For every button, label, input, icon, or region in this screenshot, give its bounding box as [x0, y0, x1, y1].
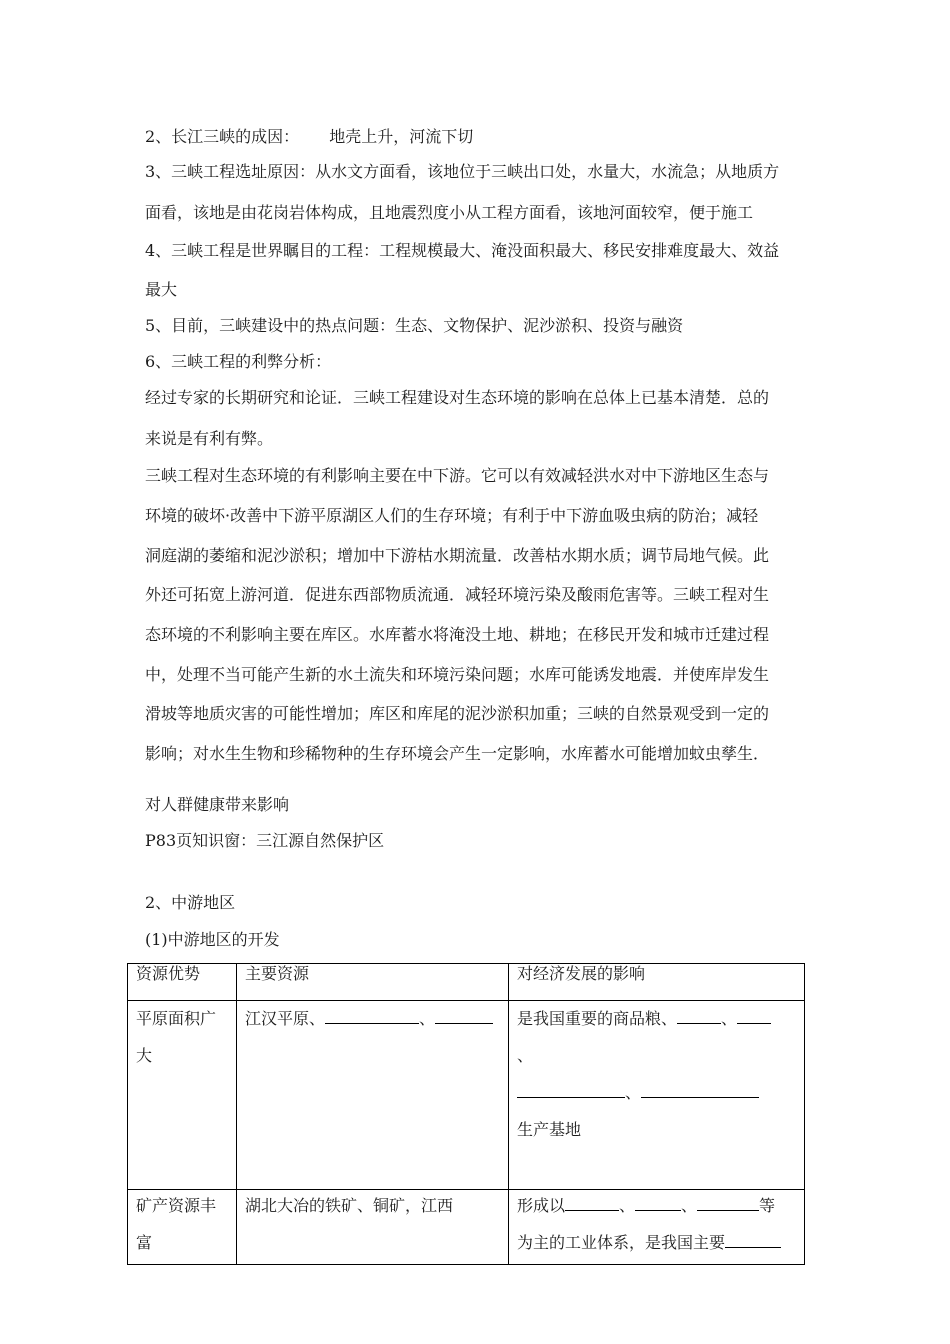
table-cell: [128, 1001, 237, 1190]
table-cell: [237, 1190, 509, 1265]
fill-blank[interactable]: [641, 1083, 759, 1098]
text-line: 来说是有利有弊。: [145, 429, 274, 448]
text-line: 经过专家的长期研究和论证．三峡工程建设对生态环境的影响在总体上已基本清楚．总的: [145, 388, 770, 407]
fill-blank[interactable]: [725, 1233, 781, 1248]
fill-blank[interactable]: [325, 1009, 419, 1024]
resource-table: [127, 963, 805, 1265]
separator-text: 、: [625, 1083, 642, 1102]
fill-blank[interactable]: [635, 1196, 681, 1211]
formation-value: 地壳上升，河流下切: [329, 127, 474, 146]
table-cell: [509, 1001, 805, 1190]
text-line: 4、三峡工程是世界瞩目的工程：工程规模最大、淹没面积最大、移民安排难度最大、效益: [145, 241, 780, 260]
formation-label: 2、长江三峡的成因：: [145, 127, 300, 146]
table-cell: [509, 1190, 805, 1265]
text-line: 最大: [145, 280, 178, 299]
table-header-cell: 资源优势: [128, 964, 237, 1001]
text-line: 3、三峡工程选址原因：从水文方面看，该地位于三峡出口处，水量大，水流急；从地质方: [145, 162, 780, 181]
text-line-formation: [145, 127, 473, 147]
text-line: 中，处理不当可能产生新的水土流失和环境污染问题；水库可能诱发地震．并使库岸发生: [145, 665, 770, 684]
impact-line: [517, 1009, 796, 1029]
fill-blank[interactable]: [737, 1009, 771, 1024]
text-line: 滑坡等地质灾害的可能性增加；库区和库尾的泥沙淤积加重；三峡的自然景观受到一定的: [145, 704, 770, 723]
table-header-row: [128, 964, 805, 1001]
text-line: 面看，该地是由花岗岩体构成，且地震烈度小从工程方面看，该地河面较窄，便于施工: [145, 203, 754, 222]
fill-blank[interactable]: [435, 1009, 493, 1024]
separator-text: 、: [681, 1196, 698, 1215]
impact-line: [517, 1233, 796, 1253]
separator-text: 、: [619, 1196, 636, 1215]
advantage-text: 平原面积广: [136, 1009, 217, 1028]
separator-text: 、: [419, 1009, 436, 1028]
resources-text: 湖北大冶的铁矿、铜矿，江西: [245, 1196, 454, 1215]
table-cell: [237, 1001, 509, 1190]
resources-line: [245, 1009, 500, 1029]
resources-text: 江汉平原、: [245, 1009, 326, 1028]
table-cell: [128, 1190, 237, 1265]
fill-blank[interactable]: [677, 1009, 721, 1024]
text-line: 对人群健康带来影响: [145, 795, 290, 814]
impact-text: 形成以: [517, 1196, 566, 1215]
advantage-text: 富: [136, 1233, 153, 1252]
text-line: 外还可拓宽上游河道．促进东西部物质流通．减轻环境污染及酸雨危害等。三峡工程对生: [145, 585, 770, 604]
text-line: P83页知识窗：三江源自然保护区: [145, 831, 385, 850]
impact-line: [517, 1083, 796, 1103]
table-header-cell: 主要资源: [237, 964, 509, 1001]
impact-text: 等: [759, 1196, 776, 1215]
text-line: 环境的破坏·改善中下游平原湖区人们的生存环境；有利于中下游血吸虫病的防治；减轻: [145, 506, 759, 525]
text-line: 6、三峡工程的利弊分析：: [145, 352, 332, 371]
subsection-heading: (1)中游地区的开发: [145, 930, 280, 949]
table-row: [128, 1001, 805, 1190]
impact-text: 是我国重要的商品粮、: [517, 1009, 678, 1028]
text-line: 三峡工程对生态环境的有利影响主要在中下游。它可以有效减轻洪水对中下游地区生态与: [145, 466, 770, 485]
fill-blank[interactable]: [517, 1083, 625, 1098]
advantage-text: 矿产资源丰: [136, 1196, 217, 1215]
table-header-cell: 对经济发展的影响: [509, 964, 805, 1001]
impact-text: 、: [517, 1046, 534, 1065]
fill-blank[interactable]: [565, 1196, 619, 1211]
separator-text: 、: [721, 1009, 738, 1028]
advantage-text: 大: [136, 1046, 153, 1065]
text-line: 洞庭湖的萎缩和泥沙淤积；增加中下游枯水期流量．改善枯水期水质；调节局地气候。此: [145, 546, 770, 565]
text-line: 5、目前，三峡建设中的热点问题：生态、文物保护、泥沙淤积、投资与融资: [145, 316, 684, 335]
section-heading: 2、中游地区: [145, 893, 236, 912]
text-line: 态环境的不利影响主要在库区。水库蓄水将淹没土地、耕地；在移民开发和城市迁建过程: [145, 625, 770, 644]
table-row: [128, 1190, 805, 1265]
impact-text: 为主的工业体系，是我国主要: [517, 1233, 726, 1252]
text-line: 影响；对水生生物和珍稀物种的生存环境会产生一定影响，水库蓄水可能增加蚊虫孳生．: [145, 744, 770, 763]
fill-blank[interactable]: [697, 1196, 759, 1211]
impact-line: [517, 1196, 796, 1216]
impact-text: 生产基地: [517, 1120, 582, 1139]
